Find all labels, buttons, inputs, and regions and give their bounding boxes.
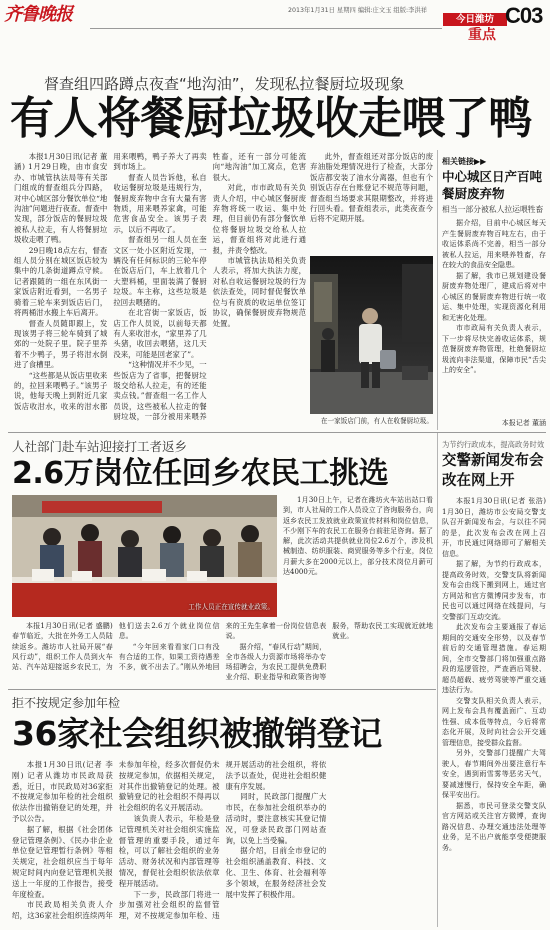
bottom-article-headline: 36家社会组织被撤销登记 — [12, 714, 382, 753]
paragraph: “这种情况并不少见，一些饭店为了省事，把餐厨垃圾交给私人拉走，有的还能卖点钱。”督查组一名工作人员说，这些被私人拉走的餐厨垃圾，一部分被用来喂养牲畜，还有一部分可能流向“地沟油”加工窝点，危害很大。 — [113, 152, 306, 422]
top-photo-caption: 在一家饭店门前，有人在收餐厨垃圾。 — [320, 417, 433, 425]
top-article-kicker: 督查组四路蹲点夜查“地沟油”，发现私拉餐厨垃圾现象 — [44, 75, 405, 93]
paragraph: 据介绍，“春风行动”期间，全市各级人力资源市场将举办专场招聘会，为农民工提供免费职业介绍、职业指导和政策咨询等服务，帮助农民工实现就近就地就业。 — [225, 622, 433, 682]
middle-article-body — [12, 621, 433, 685]
paragraph: 本报1月30日讯(记者 张浩) 1月30日，潍坊市公安局交警支队召开新闻发布会，与以往不同的是，此次发布会改在网上召开，市民通过网络即可了解相关信息。 — [442, 497, 546, 558]
paragraph: 交警支队相关负责人表示，网上发布会具有覆盖面广、互动性强、成本低等特点，今后将常态化开展，及时向社会公开交通管理信息，接受群众监督。 — [442, 696, 546, 747]
banner — [42, 501, 162, 513]
top-article-headline: 有人将餐厨垃圾收走喂了鸭 — [10, 93, 532, 144]
wall-shadow — [402, 264, 433, 342]
paragraph: 在北宫街一家饭店，饭店工作人员说，以前每天都有人来收泔水，“家里养了几头猪，收回去喂猪，这几天没来，可能是回老家了”。 — [113, 308, 207, 359]
paragraph: 此外，督查组还对部分饭店的废弃油脂处理情况进行了检查，大部分饭店都安装了油水分离器，但也有个别饭店存在台账登记不规范等问题，督查组当场要求其限期整改，并将进行回头看。督查组表示，此类夜查今后将不定期开展。 — [310, 152, 433, 224]
paragraph: 据介绍，目前中心城区每天产生餐厨废弃物百吨左右，由于收运体系尚不完善，相当一部分被私人拉运，用来喂养牲畜，存在较大的食品安全隐患。 — [442, 219, 546, 269]
section-tag: 今日潍坊 — [443, 13, 507, 26]
paragraph: 据了解，我市已规划建设餐厨废弃物处理厂，建成后将对中心城区的餐厨废弃物进行统一收运、集中处理，实现资源化利用和无害化处理。 — [442, 271, 546, 322]
paragraph: 29日晚18点左右，督查组人员分别在城区饭店较为集中的几条街道蹲点守候。记者跟随的一组在东风街一家饭店附近看到，一名男子骑着三轮车来到饭店后门，将两桶泔水搬上车后离开。 — [14, 245, 108, 318]
middle-article-headline: 2.6万岗位任回乡农民工挑选 — [12, 456, 389, 491]
paragraph: “这些都是从饭店里收来的，拉回来喂鸭子。”该男子说，他每天晚上到附近几家饭店收泔水，收来的泔水都用来喂鸭，鸭子养大了再卖到市场上。 — [14, 152, 207, 411]
paragraph: 对此，市市政局有关负责人介绍，中心城区餐厨废弃物将统一收运、集中处理，但目前仍有部分餐饮单位将餐厨垃圾交给私人拉运，督查组将对此进行通报，并责令整改。 — [212, 183, 306, 255]
job-fair-image — [12, 495, 277, 617]
night-scene-photo — [310, 256, 433, 414]
paragraph: 1月30日上午，记者在潍坊火车站出站口看到，市人社局的工作人员设立了咨询服务台，向返乡农民工发放就业政策宣传材料和岗位信息，不少刚下车的农民工在服务台前驻足咨询。据了解，此次活动共提供就业岗位2.6万个，涉及机械制造、纺织服装、商贸服务等多个行业，岗位月薪大多在2000元以上，部分技术岗位月薪可达4000元。 — [283, 496, 433, 577]
job-fair-photo — [12, 495, 277, 617]
traffic-article-body — [442, 496, 546, 924]
page-number: C03 — [505, 3, 543, 28]
paragraph: 本报1月30日讯(记者 李刚) 记者从潍坊市民政局获悉，近日，市民政局对36家拒不按规定参加年检的社会组织依法作出撤销登记的处理，并予以公告。 — [12, 760, 113, 823]
paragraph: 本报1月30日讯(记者 盛鹏) 春节临近，大批在外务工人员陆续返乡。潍坊市人社局开展“春风行动”，组织工作人员到火车站、汽车站迎接返乡农民工，为他们送去2.6万个就业岗位信息。 — [12, 622, 220, 672]
paragraph: 据介绍，目前全市登记的社会组织涵盖教育、科技、文化、卫生、体育、社会福利等多个领域，在服务经济社会发展中发挥了积极作用。 — [225, 846, 327, 899]
paragraph: 据了解，根据《社会团体登记管理条例》、《民办非企业单位登记管理暂行条例》等相关规定，社会组织应当于每年规定时间内向登记管理机关报送上一年度的工作报告，接受年度检查。 — [12, 824, 113, 899]
traffic-headline-line2: 改在网上开 — [442, 473, 515, 489]
dateline: 2013年1月31日 星期四 编辑:庄文玉 组版:李洪祥 — [288, 7, 428, 14]
top-article-side-column — [310, 152, 433, 252]
column-divider — [437, 433, 438, 927]
doorway-light — [314, 282, 332, 322]
subsection-label: 重点 — [468, 27, 496, 43]
paragraph: 本报1月30日讯(记者 董涵) 1月29日晚，由市食安办、市城管执法局等有关部门组成的督查组兵分四路，对中心城区部分餐饮单位“地沟油”问题进行夜查。督查中发现，部分饭店的餐厨垃圾被私人拉走，有人将餐厨垃圾收走喂了鸭。 — [14, 152, 108, 245]
paragraph: 据悉，市民可登录交警支队官方网站或关注官方微博，查询路况信息、办理交通违法处理等业务，足不出户就能享受便捷服务。 — [442, 801, 546, 852]
tricycle — [402, 366, 428, 380]
related-title-line2: 餐厨废弃物 — [442, 186, 505, 201]
masthead-logo: 齐鲁晚报 — [4, 4, 72, 25]
paragraph: 据了解，为节约行政成本，提高政务时效，交警支队将新闻发布会由线下搬到网上，通过官方网站和官方微博同步发布，市民也可以通过网络在线提问，与交警部门互动交流。 — [442, 560, 546, 621]
night-scene-image — [310, 256, 433, 414]
bucket — [380, 350, 396, 369]
paragraph: 另外，交警部门提醒广大驾驶人，春节期间外出要注意行车安全，遇到雨雪雾等恶劣天气，要减速慢行，保持安全车距，确保平安出行。 — [442, 749, 546, 799]
traffic-article-kicker: 为节约行政成本，提高政务时效 — [442, 440, 545, 449]
paragraph: “今年回来看看家门口有没有合适的工作，如果工资待遇差不多，就不出去了。”刚从外地回来的王先生拿着一份岗位信息表说。 — [118, 622, 327, 672]
traffic-headline-line1: 交警新闻发布会 — [442, 453, 544, 469]
paragraph: 督查组另一组人员在奎文区一处小区附近发现，一辆没有任何标识的三轮车停在饭店后门，车上放着几个大塑料桶，里面装满了餐厨垃圾。车主称，这些垃圾是拉回去喂猪的。 — [113, 235, 207, 307]
bottom-article-kicker: 拒不按规定参加年检 — [12, 696, 121, 710]
middle-article-kicker: 人社部门赴车站迎接打工者返乡 — [12, 439, 188, 454]
paragraph: 此次发布会主要通报了春运期间的交通安全形势，以及春节前后的交通管理措施。春运期间，全市交警部门将加强重点路段的巡逻管控，严查酒后驾驶、超员超载、疲劳驾驶等严重交通违法行为。 — [442, 623, 546, 694]
middle-article-side-block — [283, 495, 433, 619]
related-label: 相关链接▶▶ — [442, 157, 487, 166]
header-rule — [90, 28, 442, 29]
paragraph: 下一步，民政部门将进一步加强对社会组织的监督管理，对不按规定参加年检、违规开展活动的社会组织，将依法予以查处，促进社会组织健康有序发展。 — [118, 760, 327, 921]
related-body — [442, 218, 546, 418]
paragraph: 同时，民政部门提醒广大市民，在参加社会组织举办的活动时，要注意核实其登记情况，可登录民政部门网站查询，以免上当受骗。 — [225, 792, 327, 845]
related-title-line1: 中心城区日产百吨 — [442, 169, 543, 184]
paragraph: 该负责人表示，年检是登记管理机关对社会组织实施监督管理的重要手段，通过年检，可以了解社会组织的业务活动、财务状况和内部管理等情况，督促社会组织依法依章程开展活动。 — [118, 813, 220, 888]
bottom-article-body — [12, 760, 433, 925]
column-divider — [437, 150, 438, 430]
related-subtitle: 相当一部分被私人拉运喂牲畜 — [442, 205, 544, 214]
paragraph: 督查人员告诉他，私自收运餐厨垃圾是违规行为，餐厨废弃物中含有大量有害物质，用来喂养家禽，可能危害食品安全。该男子表示，以后不再收了。 — [113, 172, 207, 234]
background-person — [321, 328, 335, 372]
top-article-body — [14, 152, 306, 428]
section-divider — [8, 432, 546, 433]
paragraph: 督查人员随即跟上，发现该男子将三轮车骑到了城郊的一处院子里。院子里养着不少鸭子，男子将泔水倒进了食槽里。 — [14, 318, 108, 370]
middle-photo-caption: 工作人员正在宣传就业政策。 — [188, 603, 274, 611]
section-divider — [8, 689, 436, 690]
paragraph: 市民政局相关负责人介绍，这36家社会组织连续两年未参加年检，经多次督促仍未按规定参加，依据相关规定，对其作出撤销登记的处理。被撤销登记的社会组织不得再以社会组织的名义开展活动。 — [12, 760, 220, 921]
paragraph: 市城管执法局相关负责人表示，将加大执法力度，对私自收运餐厨垃圾的行为依法查处，同时督促餐饮单位与有资质的收运单位签订协议，确保餐厨废弃物规范处置。 — [212, 256, 306, 328]
related-byline: 本报记者 董涵 — [501, 419, 546, 427]
paragraph: 市市政局有关负责人表示，下一步将尽快完善收运体系，规范餐厨废弃物管理，杜绝餐厨垃圾流向非法渠道，保障市民“舌尖上的安全”。 — [442, 324, 546, 374]
